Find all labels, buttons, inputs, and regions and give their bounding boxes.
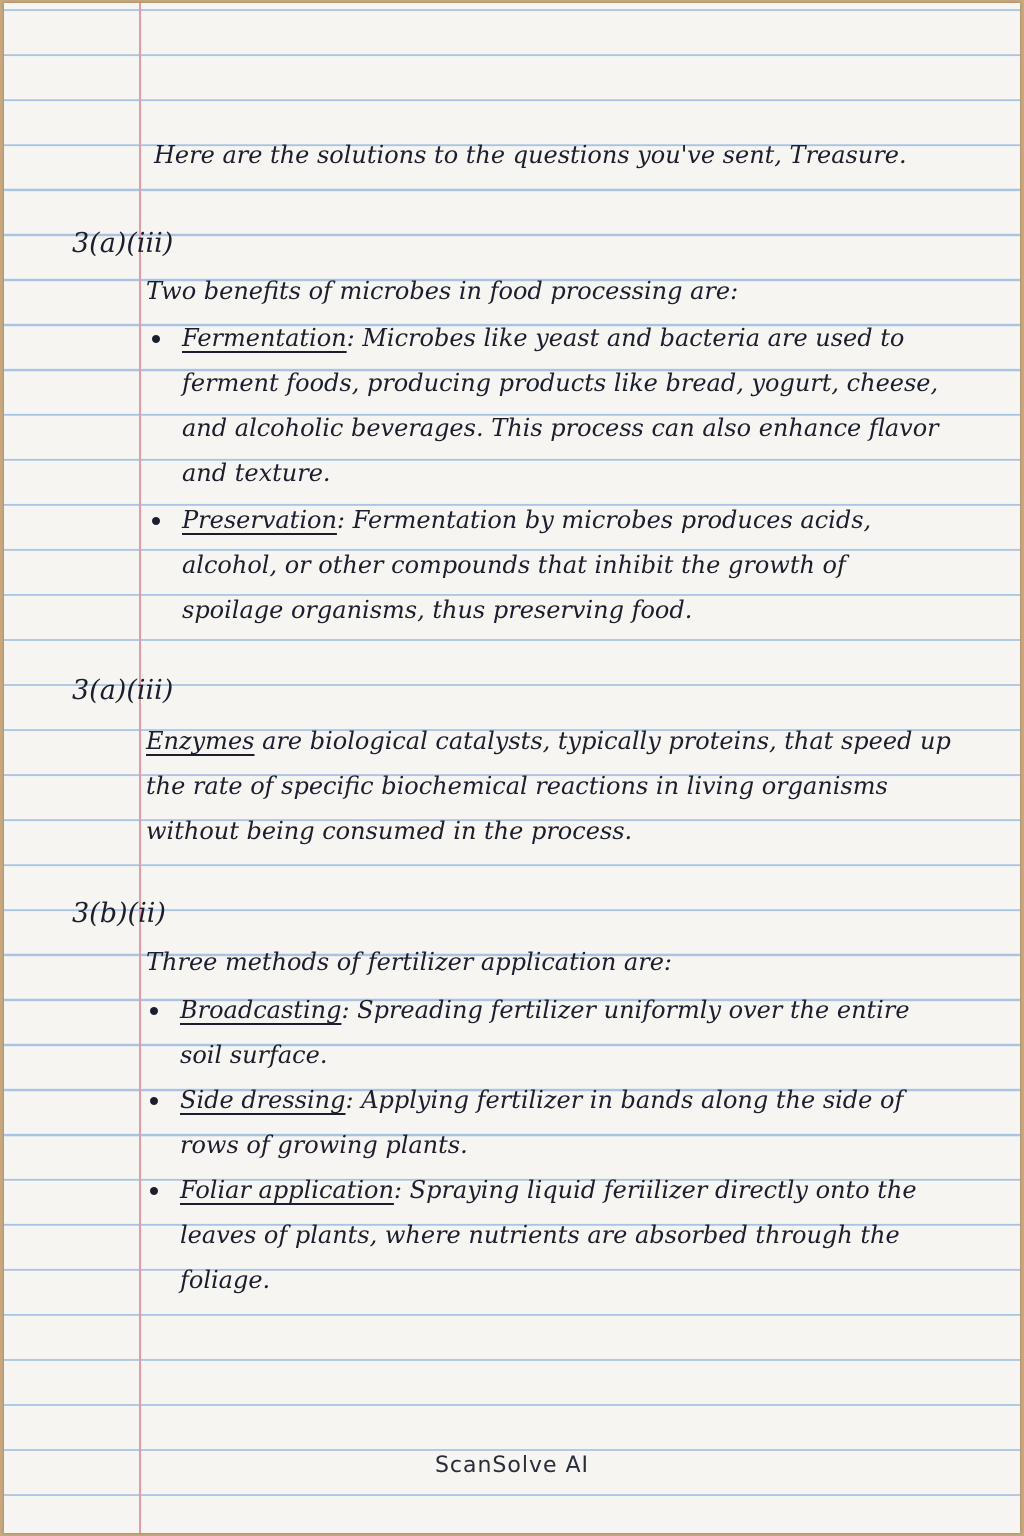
item-text: : Spraying liquid feriilizer directly onto the leaves of plants, where nutrients are absorbed through the foliage.	[180, 1176, 917, 1294]
item-term: Foliar application	[180, 1176, 394, 1204]
benefits-list	[148, 316, 948, 633]
bullet-icon	[152, 335, 160, 343]
section-lead: Two benefits of microbes in food processing are:	[146, 277, 739, 305]
item-term: Broadcasting	[180, 996, 342, 1024]
item-text: : Spreading fertilizer uniformly over the entire soil surface.	[180, 996, 910, 1069]
item-text: : Microbes like yeast and bacteria are used to ferment foods, producing products like bread, yogurt, cheese, and alcoholic beverages. This process can also enhance flavor and texture.	[182, 324, 939, 487]
fertilizer-methods-list	[146, 988, 946, 1303]
definition-term: Enzymes	[146, 727, 255, 755]
section-lead: Three methods of fertilizer application are:	[146, 948, 672, 976]
item-term: Fermentation	[182, 324, 347, 352]
list-item	[146, 1078, 946, 1168]
question-label: 3(a)(iii)	[72, 228, 174, 259]
intro-line: Here are the solutions to the questions you've sent, Treasure.	[154, 141, 907, 169]
list-item	[148, 316, 948, 496]
question-label: 3(a)(iii)	[72, 675, 174, 706]
item-text: : Fermentation by microbes produces acids, alcohol, or other compounds that inhibit the growth of spoilage organisms, thus preserving food.	[182, 506, 872, 624]
footer-brand: ScanSolve AI	[434, 1453, 590, 1478]
notebook-page	[4, 3, 1020, 1533]
list-item	[146, 988, 946, 1078]
bullet-icon	[150, 1187, 158, 1195]
definition-text: are biological catalysts, typically proteins, that speed up the rate of specific biochemical reactions in living organisms without being consumed in the process.	[146, 727, 951, 845]
item-term: Preservation	[182, 506, 337, 534]
enzymes-definition	[146, 719, 976, 854]
list-item	[146, 1168, 946, 1303]
bullet-icon	[150, 1097, 158, 1105]
question-label: 3(b)(ii)	[72, 898, 166, 929]
item-text: : Applying fertilizer in bands along the side of rows of growing plants.	[180, 1086, 904, 1159]
bullet-icon	[152, 517, 160, 525]
bullet-icon	[150, 1007, 158, 1015]
list-item	[148, 498, 948, 633]
item-term: Side dressing	[180, 1086, 346, 1114]
